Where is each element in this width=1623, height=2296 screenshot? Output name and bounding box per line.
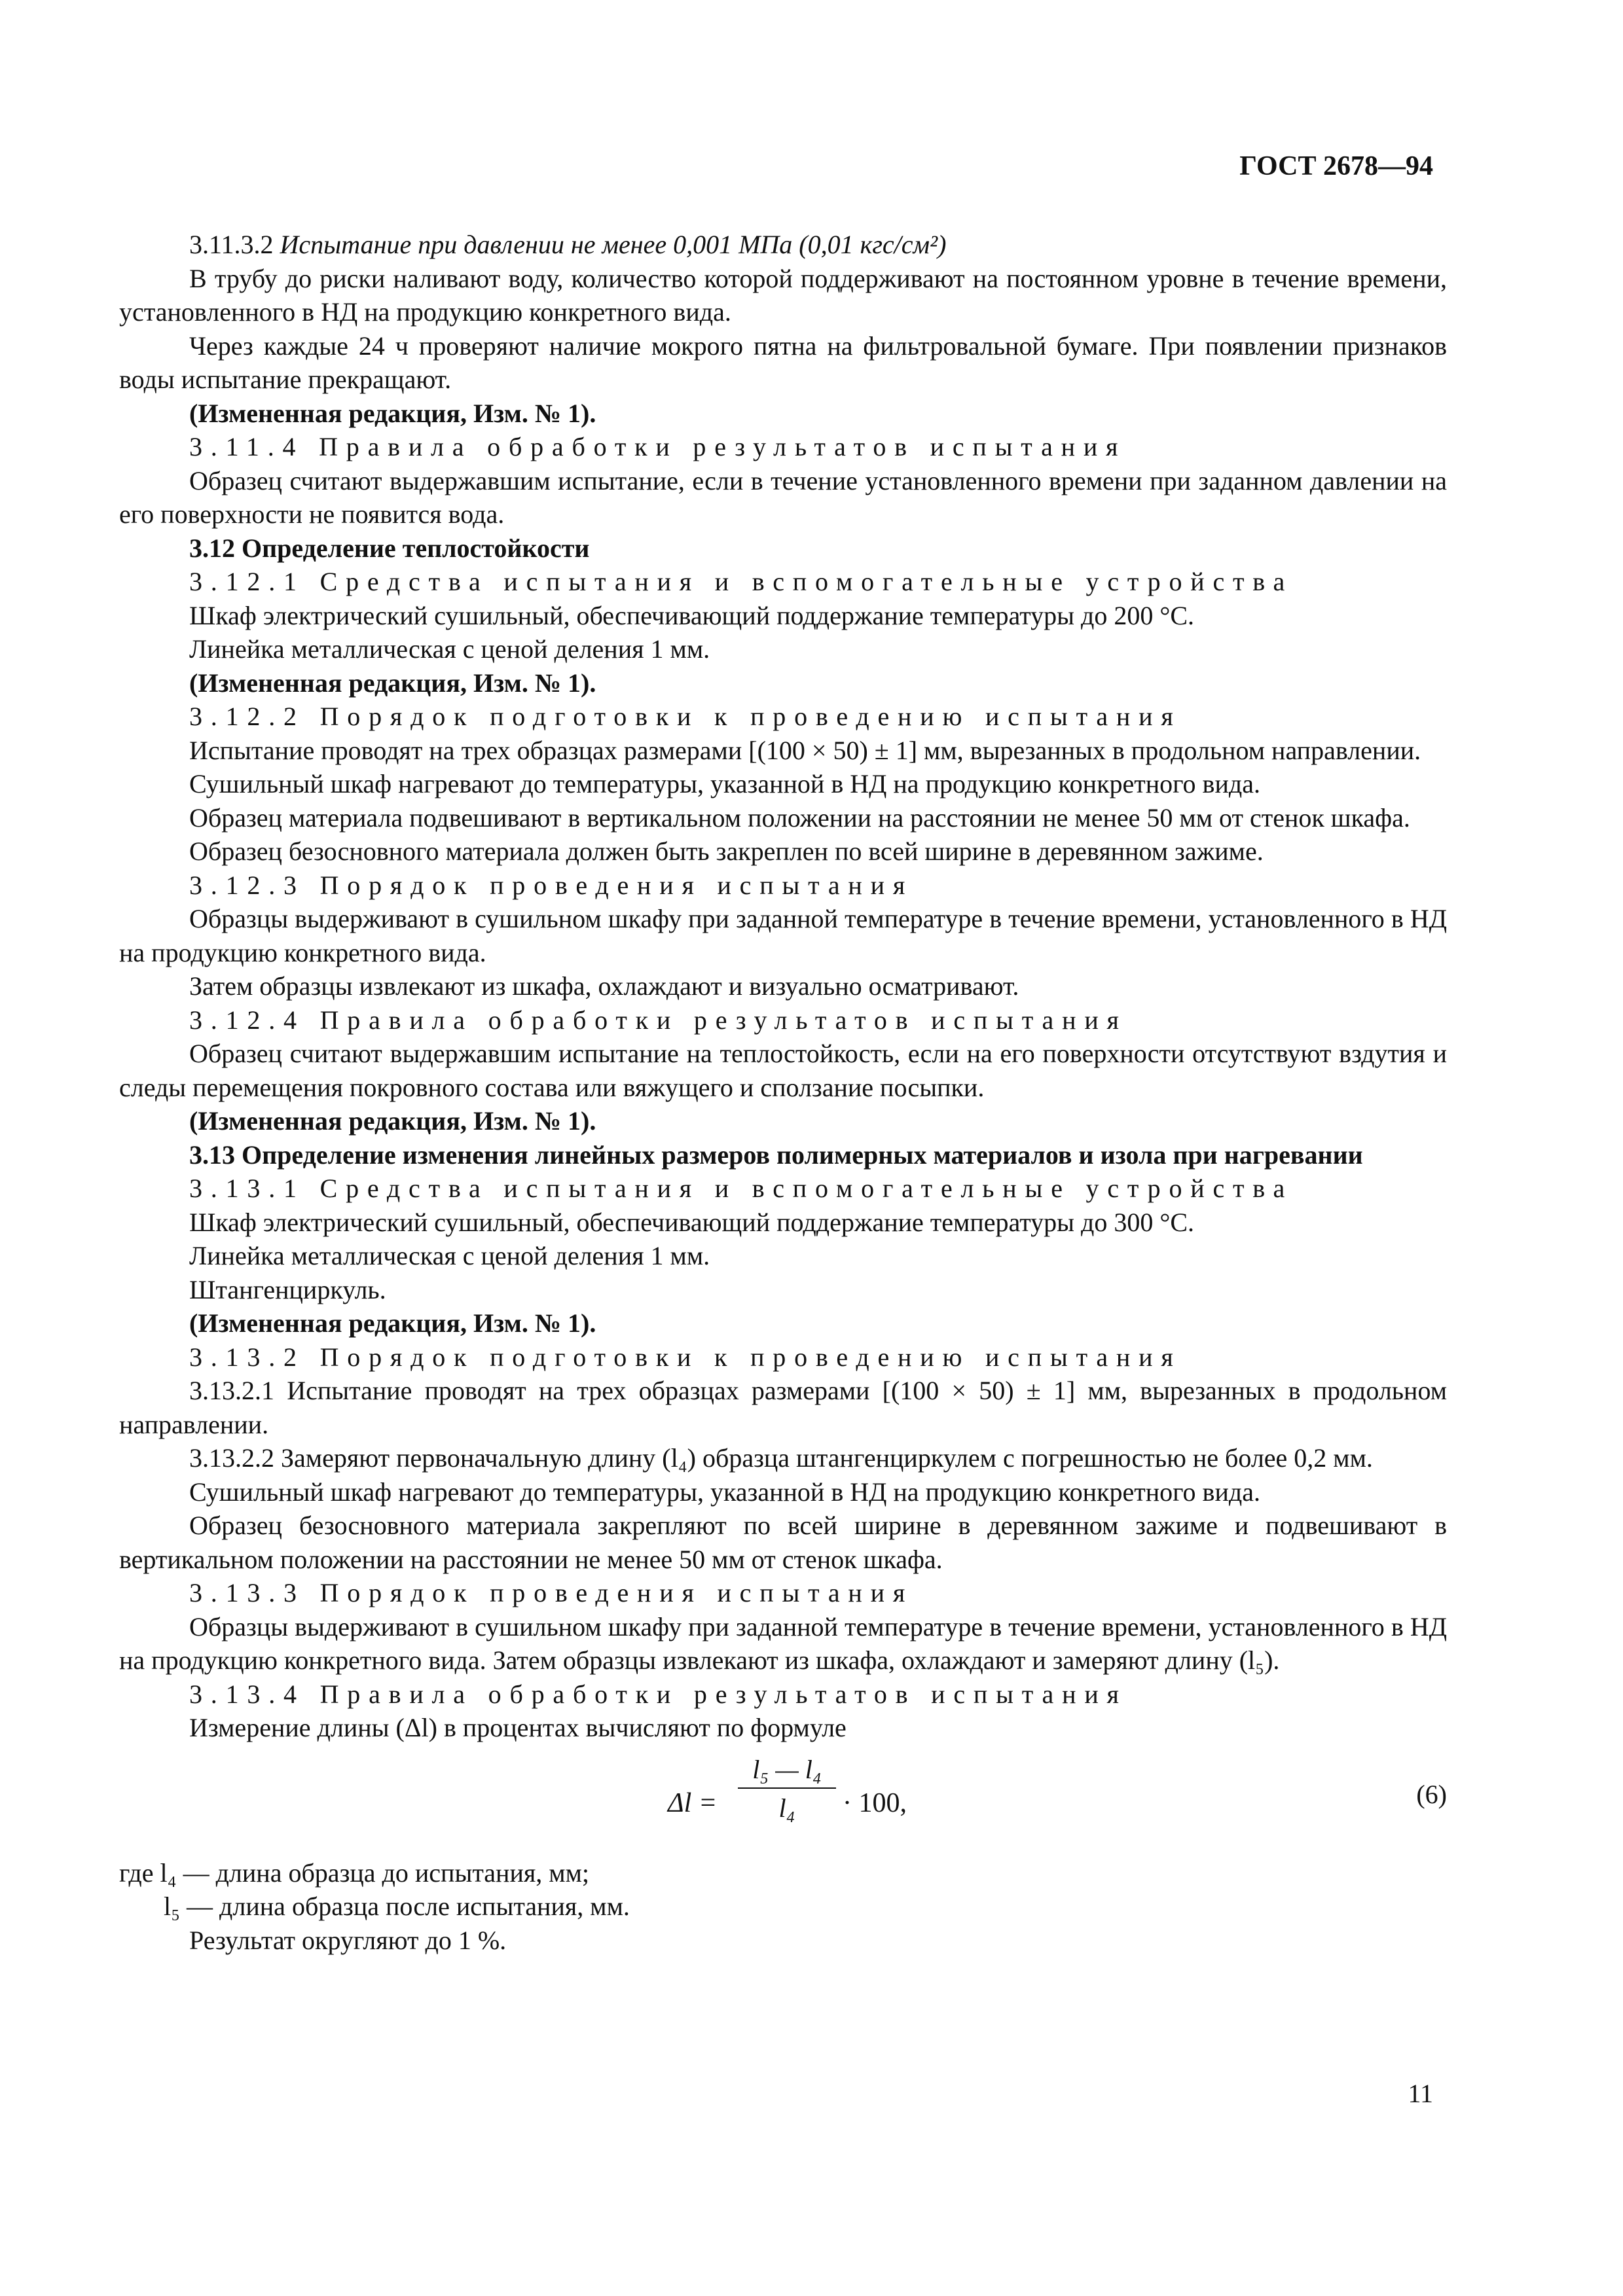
paragraph: Образцы выдерживают в сушильном шкафу при заданной температуре в течение времени, установленного в НД на продукцию конкретного вида. xyxy=(119,904,1447,967)
amendment-note: (Измененная редакция, Изм. № 1). xyxy=(189,1106,596,1136)
paragraph: 3.13.2.1 Испытание проводят на трех образцах размерами [(100 × 50) ± 1] мм, вырезанных в продольном направлении. xyxy=(119,1376,1447,1439)
formula-numerator: l₅ — l₄ xyxy=(752,1754,822,1784)
formula-legend-l5: l₅ — длина образца после испытания, мм. xyxy=(164,1892,630,1921)
formula-lhs: Δl = xyxy=(668,1787,718,1818)
paragraph: Образец безосновного материала закрепляют по всей ширине в деревянном зажиме и подвешивают в вертикальном положении на расстоянии не менее 50 мм от стенок шкафа. xyxy=(119,1511,1447,1574)
subsection-heading: 3.12.3 Порядок проведения испытания xyxy=(189,870,914,900)
paragraph: Сушильный шкаф нагревают до температуры, указанной в НД на продукцию конкретного вида. xyxy=(189,1477,1260,1507)
formula-6 xyxy=(119,1753,1447,1851)
paragraph: Образцы выдерживают в сушильном шкафу при заданной температуре в течение времени, установленного в НД на продукцию конкретного вида. Затем образцы извлекают из шкафа, охлаждают и замеряют длину (l₅). xyxy=(119,1611,1447,1675)
paragraph: Образец считают выдержавшим испытание на теплостойкость, если на его поверхности отсутствуют вздутия и следы перемещения покровного состава или вяжущего и сползание посыпки. xyxy=(119,1039,1447,1102)
formula-legend-l4: где l₄ — длина образца до испытания, мм; xyxy=(119,1857,589,1888)
paragraph: Линейка металлическая с ценой деления 1 мм. xyxy=(189,634,710,664)
amendment-note: (Измененная редакция, Изм. № 1). xyxy=(189,1308,596,1338)
clause-3-11-3-2 xyxy=(119,228,1447,262)
formula-number: (6) xyxy=(1416,1779,1447,1809)
formula-rhs: · 100, xyxy=(843,1787,907,1818)
subsection-heading: 3.13.2 Порядок подготовки к проведению испытания xyxy=(189,1342,1182,1372)
section-heading: 3.12 Определение теплостойкости xyxy=(189,533,590,563)
subsection-heading: 3.13.1 Средства испытания и вспомогательные устройства xyxy=(189,1174,1294,1203)
subsection-heading: 3.12.2 Порядок подготовки к проведению испытания xyxy=(189,702,1182,731)
clause-number: 3.11.3.2 xyxy=(189,230,274,259)
fraction-bar xyxy=(738,1787,836,1789)
subsection-heading: 3.13.4 Правила обработки результатов испытания xyxy=(189,1679,1127,1709)
document-body xyxy=(119,228,1447,1957)
paragraph: Затем образцы извлекают из шкафа, охлаждают и визуально осматривают. xyxy=(189,971,1019,1001)
paragraph: Результат округляют до 1 %. xyxy=(189,1925,507,1955)
paragraph: В трубу до риски наливают воду, количество которой поддерживают на постоянном уровне в течение времени, установленного в НД на продукцию конкретного вида. xyxy=(119,263,1447,327)
paragraph: Образец безосновного материала должен быть закреплен по всей ширине в деревянном зажиме. xyxy=(189,836,1264,866)
paragraph: Штангенциркуль. xyxy=(189,1274,386,1304)
paragraph: Образец считают выдержавшим испытание, если в течение установленного времени при заданном давлении на его поверхности не появится вода. xyxy=(119,465,1447,529)
subsection-heading: 3.12.4 Правила обработки результатов испытания xyxy=(189,1005,1127,1035)
subsection-heading: 3.13.3 Порядок проведения испытания xyxy=(189,1578,914,1607)
paragraph: Испытание проводят на трех образцах размерами [(100 × 50) ± 1] мм, вырезанных в продольном направлении. xyxy=(189,735,1421,765)
paragraph: Через каждые 24 ч проверяют наличие мокрого пятна на фильтровальной бумаге. При появлении признаков воды испытание прекращают. xyxy=(119,331,1447,394)
paragraph: 3.13.2.2 Замеряют первоначальную длину (l₄) образца штангенциркулем с погрешностью не более 0,2 мм. xyxy=(189,1443,1373,1473)
formula-denominator: l₄ xyxy=(778,1793,795,1823)
amendment-note: (Измененная редакция, Изм. № 1). xyxy=(189,398,596,428)
paragraph: Образец материала подвешивают в вертикальном положении на расстоянии не менее 50 мм от стенок шкафа. xyxy=(189,802,1410,833)
document-code: ГОСТ 2678—94 xyxy=(1239,151,1433,181)
paragraph: Измерение длины (Δl) в процентах вычисляют по формуле xyxy=(189,1713,847,1742)
paragraph: Линейка металлическая с ценой деления 1 мм. xyxy=(189,1241,710,1270)
section-heading: 3.13 Определение изменения линейных размеров полимерных материалов и изола при нагревании xyxy=(189,1139,1363,1170)
subsection-heading: 3.11.4 Правила обработки результатов испытания xyxy=(189,432,1127,461)
amendment-note: (Измененная редакция, Изм. № 1). xyxy=(189,668,596,698)
paragraph: Шкаф электрический сушильный, обеспечивающий поддержание температуры до 300 °С. xyxy=(189,1207,1195,1237)
paragraph: Шкаф электрический сушильный, обеспечивающий поддержание температуры до 200 °С. xyxy=(189,600,1195,630)
formula-fraction xyxy=(738,1753,836,1825)
clause-title: Испытание при давлении не менее 0,001 МПа (0,01 кгс/см²) xyxy=(280,230,947,259)
page-number: 11 xyxy=(1408,2079,1433,2108)
subsection-heading: 3.12.1 Средства испытания и вспомогательные устройства xyxy=(189,567,1294,596)
paragraph: Сушильный шкаф нагревают до температуры, указанной в НД на продукцию конкретного вида. xyxy=(189,769,1260,798)
